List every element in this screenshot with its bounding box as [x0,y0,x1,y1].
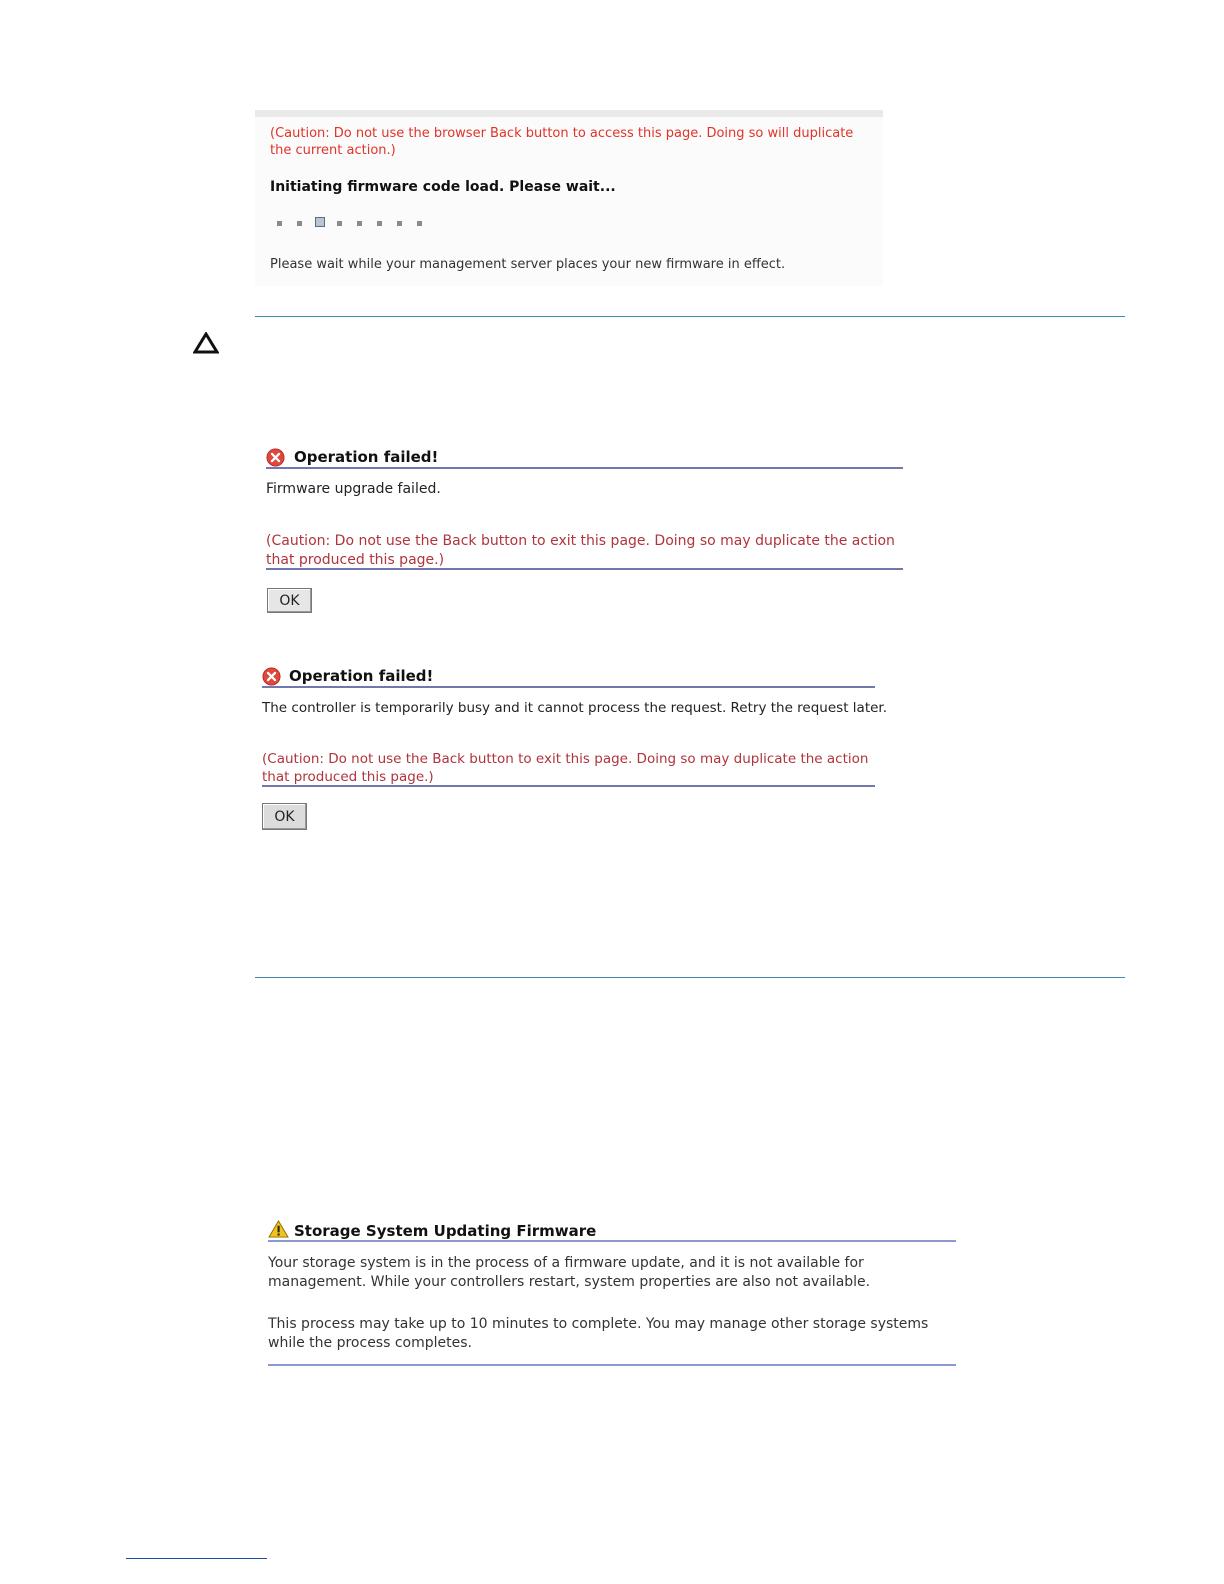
back-button-caution: (Caution: Do not use the Back button to exit this page. Doing so may duplicate the action that produced this page.) [262,751,869,785]
title-underline [268,1240,956,1242]
ok-button[interactable]: OK [267,588,312,613]
back-button-caution: (Caution: Do not use the Back button to exit this page. Doing so may duplicate the action that produced this page.) [266,533,895,568]
updating-paragraph-2: This process may take up to 10 minutes to complete. You may manage other storage systems while the process completes. [268,1316,929,1351]
back-button-caution: (Caution: Do not use the browser Back button to access this page. Doing so will duplicate the current action.) [270,126,854,158]
failure-message: Firmware upgrade failed. [266,481,441,497]
progress-dot [337,221,342,226]
failure-message: The controller is temporarily busy and it cannot process the request. Retry the request later. [262,700,888,716]
caution-underline [262,785,875,787]
panel-title: Operation failed! [294,448,439,466]
progress-dot [357,221,362,226]
progress-dot-active [315,217,325,227]
caution-underline [266,568,903,570]
footnote-rule [126,1558,267,1559]
panel-title: Operation failed! [289,667,434,685]
warning-icon [268,1220,289,1238]
progress-dot [377,221,382,226]
error-x-icon [262,667,281,686]
section-rule-bottom [255,977,1125,978]
firmware-load-screenshot [255,110,883,286]
bottom-underline [268,1364,956,1366]
error-x-icon [266,448,285,467]
progress-dot [417,221,422,226]
title-underline [262,686,875,688]
firmware-load-note: Please wait while your management server places your new firmware in effect. [270,257,786,272]
caution-triangle-icon [193,332,219,354]
updating-firmware-screenshot [268,1218,958,1370]
title-underline [266,467,903,469]
progress-dot [397,221,402,226]
firmware-load-heading: Initiating firmware code load. Please wait... [270,179,616,195]
updating-title: Storage System Updating Firmware [294,1222,597,1240]
updating-paragraph-1: Your storage system is in the process of a firmware update, and it is not available for management. While your controllers restart, system properties are also not available. [268,1255,871,1290]
operation-failed-panel-2 [262,666,888,836]
operation-failed-panel-1 [266,447,906,617]
progress-dot [297,221,302,226]
ok-button[interactable]: OK [262,803,307,830]
progress-dot [277,221,282,226]
section-rule-top [255,316,1125,317]
